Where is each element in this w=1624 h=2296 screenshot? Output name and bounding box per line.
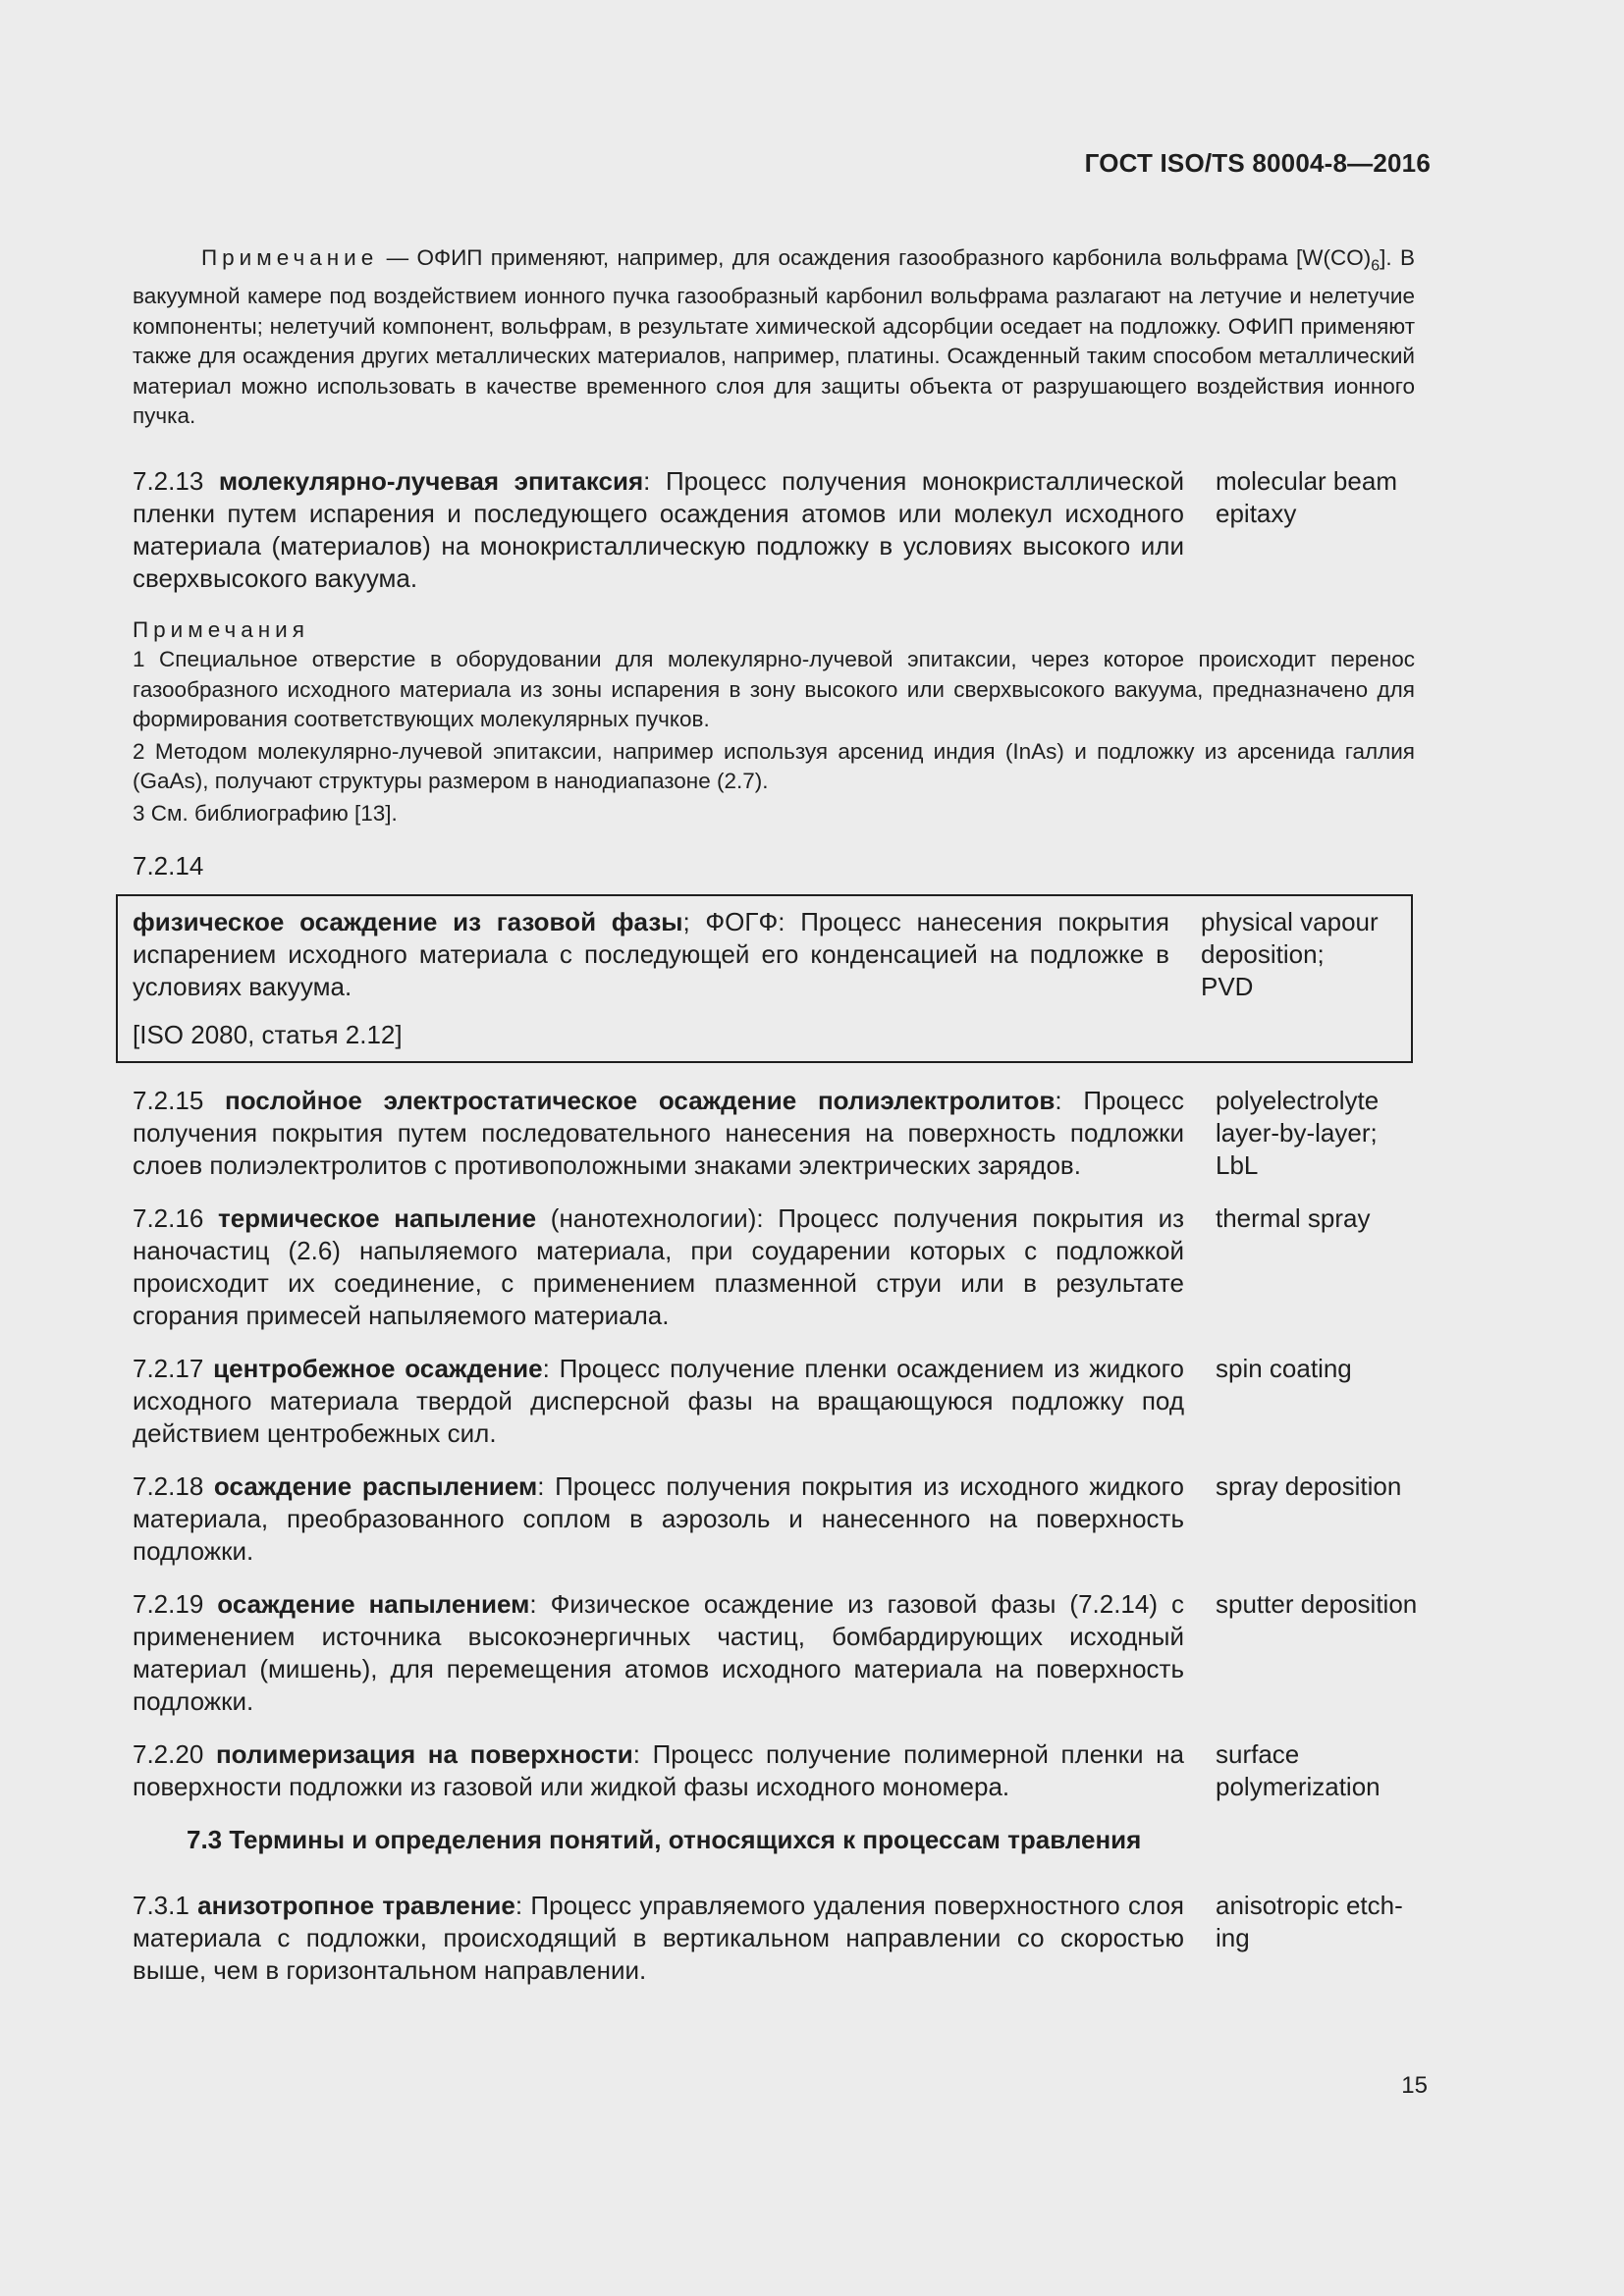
notes-title: Примечания [133, 616, 309, 642]
term-entry-7-2-18: 7.2.18 осаждение распылением: Процесс получения покрытия из исходного жидкого материала, преобразованного соплом в аэрозоль и нанесенного на поверхность подложки. spray deposition [133, 1470, 1433, 1568]
term-english: spin coating [1216, 1354, 1352, 1383]
term-english: sputter deposition [1216, 1589, 1418, 1619]
term-name: молекулярно-лучевая эпитаксия [218, 465, 644, 496]
term-entry-7-2-20: 7.2.20 полимеризация на поверхности: Процесс получение полимерной пленки на поверхности подложки из газовой или жидкой фазы исходного мономера. surface polymerization [133, 1738, 1433, 1803]
note-item: 3 См. библиографию [13]. [133, 800, 398, 826]
term-name: физическое осаждение из газовой фазы [133, 907, 683, 936]
term-number-7-2-14: 7.2.14 [133, 851, 204, 881]
term-entry-7-2-19: 7.2.19 осаждение напылением: Физическое осаждение из газовой фазы (7.2.14) с применением источника высокоэнергичных частиц, бомбардирующих исходный материал (мишень), для перемещения атомов исходного материала на поверхность подложки. sputter deposition [133, 1588, 1433, 1718]
term-english: spray deposition [1216, 1471, 1402, 1501]
note-label: Примечание [201, 245, 379, 270]
term-name: послойное электростатическое осаждение полиэлектролитов [225, 1086, 1056, 1115]
term-english: thermal spray [1216, 1203, 1371, 1233]
page-number: 15 [1401, 2072, 1428, 2099]
term-english: anisotropic etch- ing [1216, 1891, 1403, 1952]
page-body [133, 243, 1433, 2007]
term-name: центробежное осаждение [213, 1354, 543, 1383]
term-entry-7-2-14: физическое осаждение из газовой фазы; ФОГФ: Процесс нанесения покрытия испарением исходного материала с последующей его конденсацией на подложке в условиях вакуума. physical vapour deposition; PVD [133, 906, 1411, 1003]
term-english: polyelectrolyte layer-by-layer; LbL [1216, 1086, 1380, 1180]
term-entry-7-3-1: 7.3.1 анизотропное травление: Процесс управляемого удаления поверхностного слоя материала с подложки, происходящий в вертикальном направлении со скоростью выше, чем в горизонтальном направлении. anisotropic etch- ing [133, 1890, 1433, 1987]
term-name: полимеризация на поверхности [215, 1739, 633, 1769]
notes-list [133, 645, 1415, 828]
term-english: molecular beam epitaxy [1216, 465, 1397, 528]
term-name: осаждение распылением [213, 1471, 538, 1501]
source-reference: [ISO 2080, статья 2.12] [133, 1020, 403, 1049]
term-entry-7-2-17: 7.2.17 центробежное осаждение: Процесс получение пленки осаждением из жидкого исходного материала твердой дисперсной фазы на вращающуюся подложку под действием центробежных сил. spin coating [133, 1353, 1433, 1450]
boxed-term-7-2-14 [116, 894, 1413, 1063]
term-name: осаждение напылением [217, 1589, 530, 1619]
term-entry-7-2-16: 7.2.16 термическое напыление (нанотехнологии): Процесс получения покрытия из наночастиц (2.6) напыляемого материала, при соударении которых с подложкой происходит их соединение, с применением плазменной струи или в результате сгорания примесей напыляемого материала. thermal spray [133, 1202, 1433, 1332]
term-name: термическое напыление [217, 1203, 537, 1233]
term-entry-7-2-13: 7.2.13 молекулярно-лучевая эпитаксия: Процесс получения монокристаллической пленки путем испарения и последующего осаждения атомов или молекул исходного материала (материалов) на монокристаллическую подложку в условиях высокого или сверхвысокого вакуума. molecular beam epitaxy [133, 465, 1433, 595]
note-ofip: Примечание — ОФИП применяют, например, для осаждения газообразного карбонила вольфрама $[W(CO)_6]$. В вакуумной камере под воздействием ионного пучка газообразный карбонил вольфрама разлагают на летучие и нелетучие компоненты; нелетучий компонент, вольфрам, в результате химической адсорбции оседает на подложку. ОФИП применяют также для осаждения других металлических материалов, например, платины. Осажденный таким способом металлический материал можно использовать в качестве временного слоя для защиты объекта от разрушающего воздействия ионного пучка. [133, 245, 1415, 428]
term-entry-7-2-15: 7.2.15 послойное электростатическое осаждение полиэлектролитов: Процесс получения покрытия путем последовательного нанесения на поверхность подложки слоев полиэлектролитов с противоположными знаками электрических зарядов. polyelectrolyte layer-by-layer; LbL [133, 1085, 1433, 1182]
document-header: ГОСТ ISO/TS 80004-8—2016 [1084, 148, 1431, 178]
term-english: surface polymerization [1216, 1739, 1380, 1801]
term-name: анизотропное травление [197, 1891, 515, 1920]
note-item: 1 Специальное отверстие в оборудовании для молекулярно-лучевой эпитаксии, через которое происходит перенос газообразного исходного материала из зоны испарения в зону высокого или сверхвысокого вакуума, предназначено для формирования соответствующих молекулярных пучков. [133, 647, 1415, 731]
section-heading-7-3: 7.3 Термины и определения понятий, относящихся к процессам травления [187, 1825, 1142, 1854]
term-english: physical vapour deposition; PVD [1201, 907, 1379, 1001]
note-item: 2 Методом молекулярно-лучевой эпитаксии, например используя арсенид индия (InAs) и подложку из арсенида галлия (GaAs), получают структуры размером в нанодиапазоне (2.7). [133, 738, 1415, 793]
